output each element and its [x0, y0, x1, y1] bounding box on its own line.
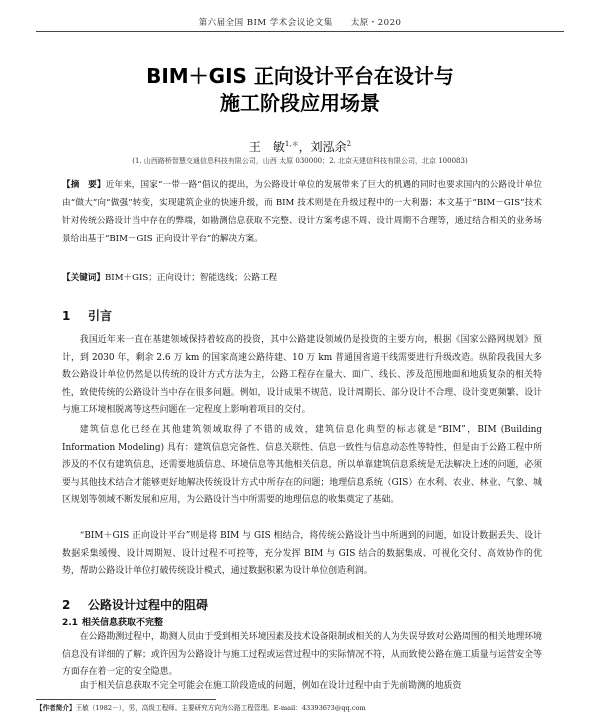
- author-footnote: [36, 702, 570, 712]
- keywords-label: 【关键词】: [62, 273, 105, 283]
- section-1-paragraph-3: “BIM＋GIS 正向设计平台”则是将 BIM 与 GIS 相结合，将传统公路设计当中所遇到的问题，如设计数据丢失、设计数据采集缓慢、设计周期短、设计过程不可控等，充分发挥 BIM 与 GIS 结合的数据集成、可视化交付、高效协作的优势，帮助公路设计单位打破传统设计模式，通过数据积累为设计单位创造利润。: [62, 531, 542, 577]
- section-1-number: 1: [62, 309, 71, 323]
- author-1: 王 敏: [248, 140, 285, 154]
- section-2-1-title: 相关信息获取不完整: [82, 618, 164, 628]
- footnote-rule: [36, 699, 216, 700]
- author-line: [0, 138, 600, 155]
- abstract: [62, 176, 542, 248]
- title-line-2: 施工阶段应用场景: [220, 91, 380, 115]
- section-2-title: 公路设计过程中的阻碍: [88, 598, 209, 612]
- keywords: [62, 271, 542, 285]
- affiliation: (1. 山西路桥智慧交通信息科技有限公司，山西 太原 030000；2. 北京天建信科技有限公司，北京 100083): [132, 157, 468, 165]
- section-1-paragraph-1: 我国近年来一直在基建领域保持着较高的投资，其中公路建设领域仍是投资的主要方向，根据《国家公路网规划》预计，到 2030 年，剩余 2.6 万 km 的国家高速公路待建、10 万 km 普通国省道干线需要进行升级改造。纵阶段我国大多数公路设计单位仍然是以传统的设计方式方法为主，公路工程存在量大、面广、线长、涉及范围地面和地质复杂的相关特性，致使传统的公路设计当中存在很多问题。例如，设计成果不规范、设计周期长、部分设计不合理、设计变更频繁、设计与施工环境相脱离等这些问题在一定程度上影响着项目的交付。: [62, 335, 542, 416]
- footnote-text: 王敏（1982－），男，高级工程师。主要研究方向为公路工程管理。E-mail：433936?3@qq.com: [75, 704, 366, 712]
- author-1-mark: 1,＊: [284, 140, 299, 148]
- section-2-1-paragraph-1: 在公路勘测过程中，勘测人员由于受到相关环境因素及技术设备限制或相关的人为失误导致对公路周围的相关地理环境信息没有详细的了解；或许因为公路设计与施工过程或运营过程中的实际情况不符，从而致使公路在施工质量与运营安全等方面存在着一定的安全隐患。: [62, 632, 542, 678]
- title-line-1: BIM＋GIS 正向设计平台在设计与: [146, 64, 454, 88]
- running-head: 第六届全国 BIM 学术会议论文集 太原・2020: [198, 18, 402, 28]
- author-2: 刘泓余: [310, 140, 347, 154]
- section-2-1-paragraph-2: 由于相关信息获取不完全可能会在施工阶段造成的问题，例如在设计过程中由于先前勘测的地质资: [79, 681, 462, 691]
- paper-title: [0, 63, 600, 117]
- section-1-heading: [62, 307, 112, 324]
- section-1-paragraph-2: 建筑信息化已经在其他建筑领域取得了不错的成效，建筑信息化典型的标志就是“BIM”，BIM (Building Information Modeling) 具有：建筑信息完备性、信息关联性、信息一致性与信息动态性等特性，但是由于公路工程中所涉及的不仅有建筑信息，还需要地质信息、环境信息等其他相关信息，所以单靠建筑信息系统是无法解决上述的问题，必须要与其他技术结合才能够更好地解决传统设计方式中所存在的问题；地理信息系统（GIS）在水利、农业、林业、气象、城区规划等领域不断发展和应用，为公路设计当中所需要的地理信息的收集奠定了基础。: [62, 425, 542, 506]
- abstract-label: 【摘 要】: [62, 180, 106, 190]
- footnote-label: 【作者简介】: [36, 704, 76, 712]
- section-1-title: 引言: [88, 309, 113, 323]
- author-separator: ，: [298, 140, 311, 154]
- author-2-mark: 2: [346, 140, 352, 148]
- abstract-text: 近年来，国家“一带一路”倡议的提出，为公路设计单位的发展带来了巨大的机遇的同时也要求国内的公路设计单位由“做大”向“做强”转变，实现建筑企业的快速升级，而 BIM 技术则是在升级过程中的一大利器；本文基于“BIM－GIS”技术针对传统公路设计当中存在的弊端，如勘测信息获取不完整、设计方案考虑不周、设计周期不合理等，通过结合相关的业务场景给出基于“BIM－GIS 正向设计平台”的解决方案。: [62, 180, 542, 244]
- section-2-number: 2: [62, 598, 71, 612]
- section-2-heading: [62, 596, 208, 613]
- section-2-1-number: 2.1: [62, 618, 78, 628]
- section-2-1-heading: [62, 615, 163, 628]
- header-rule: [36, 31, 564, 32]
- keywords-text: BIM＋GIS；正向设计；智能选线；公路工程: [104, 273, 278, 283]
